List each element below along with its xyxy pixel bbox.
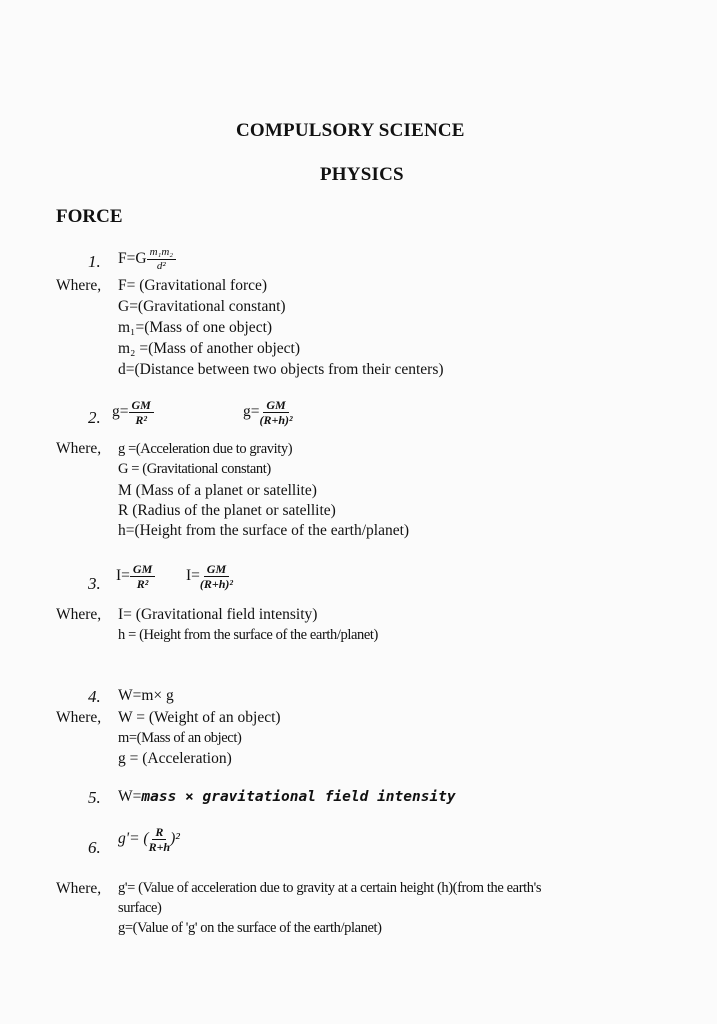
formula-6-where: Where, [56,880,102,897]
formula-3-equation-b [186,563,233,590]
formula-2-line: g =(Acceleration due to gravity) [118,441,293,457]
formula-4-equation: W=m× g [118,687,174,704]
formula-1-numerator: m₁m₂ [147,247,177,260]
formula-3-line: h = (Height from the surface of the earth/planet) [118,627,378,643]
formula-3-where: Where, [56,606,102,623]
formula-6-line: surface) [118,900,162,916]
formula-1-lhs: F=G [118,250,147,268]
formula-1-equation [118,247,176,272]
formula-6-rhs: )² [170,830,180,848]
formula-1-number: 1. [88,252,101,271]
formula-6-line: g=(Value of 'g' on the surface of the earth/planet) [118,920,382,936]
formula-2a-lhs: g= [112,403,129,421]
page-subtitle: PHYSICS [320,164,404,185]
formula-4-line: g = (Acceleration) [118,750,232,767]
formula-3-line: I= (Gravitational field intensity) [118,606,318,623]
formula-6-denominator: R+h [148,840,171,854]
formula-6-lhs: g'= ( [118,830,149,848]
formula-4-line: m=(Mass of an object) [118,730,242,746]
formula-3-equation-a [116,563,155,590]
formula-1-line: m₁=(Mass of one object) [118,319,273,336]
formula-6-numerator: R [152,826,166,840]
formula-5-lhs: W= [118,788,142,805]
formula-6-equation [118,826,180,853]
formula-3b-denominator: (R+h)² [199,577,234,591]
formula-4-where: Where, [56,709,102,726]
formula-2-line: h=(Height from the surface of the earth/planet) [118,522,410,539]
formula-4-number: 4. [88,687,101,706]
formula-2b-numerator: GM [263,399,288,413]
formula-1-line: m₂ =(Mass of another object) [118,340,301,357]
formula-6-number: 6. [88,838,101,857]
formula-1-line: d=(Distance between two objects from their centers) [118,361,444,378]
formula-5-number: 5. [88,788,101,807]
formula-2a-denominator: R² [135,413,147,427]
formula-4-line: W = (Weight of an object) [118,709,281,726]
formula-1-where: Where, [56,277,102,294]
formula-2-equation-b [243,399,293,426]
formula-1-denominator: d² [156,260,166,272]
formula-1-line: G=(Gravitational constant) [118,298,286,315]
formula-2-line: G = (Gravitational constant) [118,461,271,477]
formula-2a-numerator: GM [129,399,154,413]
formula-2-line: M (Mass of a planet or satellite) [118,482,317,499]
formula-3-number: 3. [88,574,101,593]
formula-6-line: g'= (Value of acceleration due to gravity at a certain height (h)(from the earth's [118,880,542,896]
formula-3a-numerator: GM [130,563,155,577]
formula-3a-denominator: R² [136,577,149,591]
formula-2b-lhs: g= [243,403,260,421]
formula-5-rest: mass × gravitational field intensity [141,789,456,805]
formula-2-where: Where, [56,440,102,457]
formula-2-equation-a [112,399,154,426]
formula-3a-lhs: I= [116,567,130,585]
page-title: COMPULSORY SCIENCE [236,120,465,141]
formula-2b-denominator: (R+h)² [259,413,293,427]
formula-2-line: R (Radius of the planet or satellite) [118,502,336,519]
formula-1-line: F= (Gravitational force) [118,277,268,294]
formula-3b-numerator: GM [204,563,229,577]
section-heading: FORCE [56,206,123,227]
formula-5-equation [118,788,456,806]
formula-3b-lhs: I= [186,567,200,585]
formula-2-number: 2. [88,408,101,427]
